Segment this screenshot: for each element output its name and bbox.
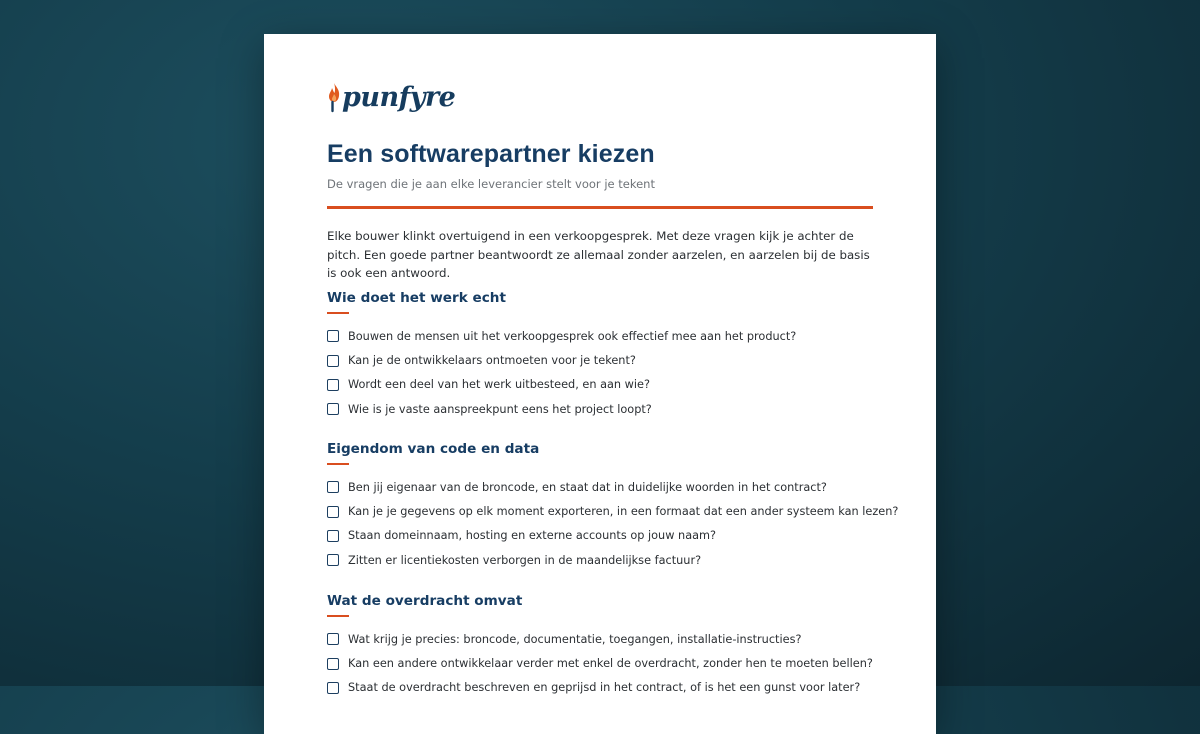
checklist-item[interactable] [327,627,873,651]
checklist-item[interactable] [327,348,873,372]
checklist-item-label: Kan je de ontwikkelaars ontmoeten voor je tekent? [348,354,636,368]
checkbox[interactable] [327,633,339,645]
checklist-item-label: Wie is je vaste aanspreekpunt eens het project loopt? [348,402,652,416]
checklist [327,475,899,573]
checklist-item-label: Staan domeinnaam, hosting en externe accounts op jouw naam? [348,529,717,543]
checklist-item[interactable] [327,475,873,499]
checklist-item-label: Bouwen de mensen uit het verkoopgesprek ook effectief mee aan het product? [348,329,797,343]
checklist-item[interactable] [327,499,899,523]
checklist-item-label: Kan je je gegevens op elk moment exporteren, in een formaat dat een ander systeem kan lezen? [348,505,899,519]
section-underline [327,312,349,314]
checklist-item-label: Staat de overdracht beschreven en geprijsd in het contract, of is het een gunst voor later? [348,681,861,695]
checkbox[interactable] [327,481,339,493]
brand-logo-text: punfyre [342,81,456,113]
checkbox[interactable] [327,506,339,518]
section-underline [327,463,349,465]
checklist-item-label: Wordt een deel van het werk uitbesteed, en aan wie? [348,378,651,392]
checklist [327,627,873,700]
checklist-item[interactable] [327,324,873,348]
page-title: Een softwarepartner kiezen [327,140,655,168]
checklist-item[interactable] [327,548,873,572]
checklist-item-label: Zitten er licentiekosten verborgen in de maandelijkse factuur? [348,553,702,567]
intro-paragraph: Elke bouwer klinkt overtuigend in een verkoopgesprek. Met deze vragen kijk je achter de pitch. Een goede partner beantwoordt ze allemaal zonder aarzelen, en aarzelen bij de basis is ook een antwoord. [327,229,870,280]
brand-logo [327,80,455,114]
section-title: Wie doet het werk echt [327,290,506,306]
checkbox[interactable] [327,379,339,391]
checklist-item[interactable] [327,524,873,548]
section-underline [327,615,349,617]
checklist-item-label: Ben jij eigenaar van de broncode, en staat dat in duidelijke woorden in het contract? [348,480,827,494]
checklist-item-label: Kan een andere ontwikkelaar verder met enkel de overdracht, zonder hen te moeten bellen? [348,657,873,671]
checkbox[interactable] [327,530,339,542]
document-page [264,34,936,734]
checkbox[interactable] [327,403,339,415]
section-code-and-data-ownership [327,440,899,573]
checklist-item-label: Wat krijg je precies: broncode, documentatie, toegangen, installatie-instructies? [348,632,802,646]
page-subtitle: De vragen die je aan elke leverancier stelt voor je tekent [327,177,655,191]
section-title: Wat de overdracht omvat [327,593,523,609]
checkbox[interactable] [327,554,339,566]
section-who-does-the-work [327,289,873,422]
checklist [327,324,873,422]
title-divider [327,206,873,209]
checkbox[interactable] [327,330,339,342]
section-handover-scope [327,592,873,700]
checklist-item[interactable] [327,651,873,675]
flame-icon [327,82,341,112]
checklist-item[interactable] [327,397,873,421]
checkbox[interactable] [327,682,339,694]
checkbox[interactable] [327,658,339,670]
checkbox[interactable] [327,355,339,367]
checklist-item[interactable] [327,676,873,700]
checklist-item[interactable] [327,373,873,397]
section-title: Eigendom van code en data [327,441,540,457]
